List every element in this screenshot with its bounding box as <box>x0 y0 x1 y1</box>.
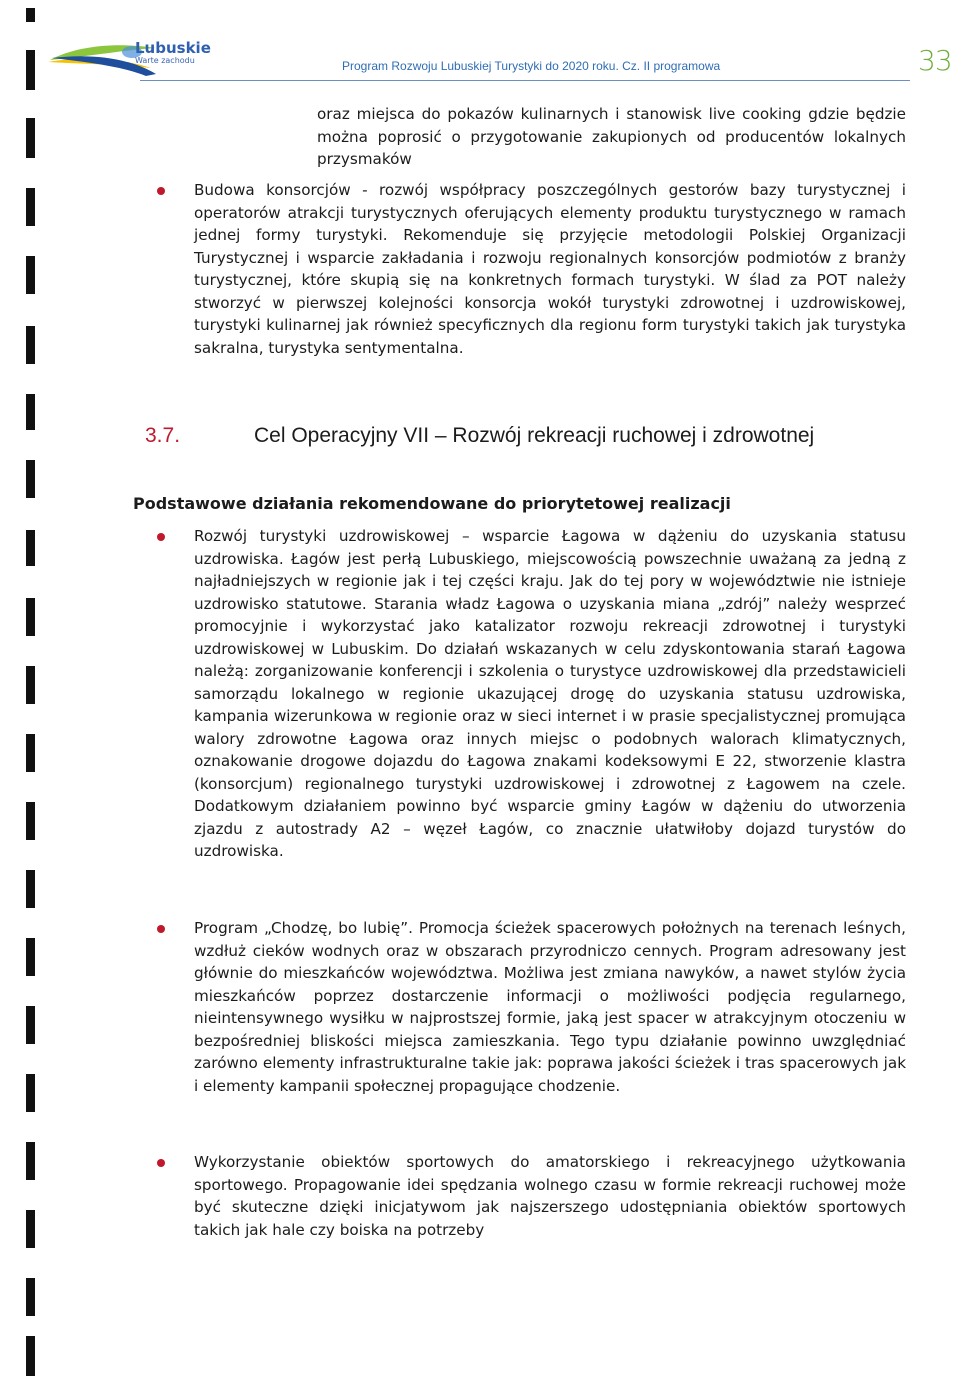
sports-facilities-bullet-text: Wykorzystanie obiektów sportowych do amatorskiego i rekreacyjnego użytkowania sportowego. Propagowanie idei spędzania wolnego czasu w formie rekreacji ruchowej może być skuteczne dzięki inicjatywom jak najszerszego udostępniania obiektów sportowych takich jak hale czy boiska na potrzeby <box>194 1153 906 1239</box>
logo-tagline: Warte zachodu <box>135 56 195 65</box>
running-header: Program Rozwoju Lubuskiej Turystyki do 2020 roku. Cz. II programowa <box>342 59 721 73</box>
logo-text <box>135 41 211 65</box>
section-number: 3.7. <box>145 424 181 447</box>
header-divider <box>140 80 910 81</box>
bullet-marker <box>157 1159 165 1167</box>
logo-name: Lubuskie <box>135 39 211 57</box>
intro-continuation: oraz miejsca do pokazów kulinarnych i stanowisk live cooking gdzie będzie można poprosić o przygotowanie zakupionych od producentów lokalnych przysmaków <box>317 105 906 168</box>
bullet-marker <box>157 533 165 541</box>
bullet-marker <box>157 925 165 933</box>
section-title: Cel Operacyjny VII – Rozwój rekreacji ruchowej i zdrowotnej <box>254 424 815 447</box>
spa-tourism-bullet-text: Rozwój turystyki uzdrowiskowej – wsparcie Łagowa w dążeniu do uzyskania statusu uzdrowiska. Łagów jest perłą Lubuskiego, miejscowością powszechnie uważaną za jedną z najładniejszych w regionie jak i tej części kraju. Jak do tej pory w województwie nie istnieje uzdrowisko statutowe. Starania władz Łagowa o uzyskania miana „zdrój” należy wesprzeć promocyjnie i wykorzystać jako katalizator rozwoju rekreacji zdrowotnej i turystyki uzdrowiskowej w Lubuskim. Do działań wskazanych w celu zdyskontowania starań Łagowa należą: zorganizowanie konferencji i szkolenia o turystyce uzdrowiskowej dla przedstawicieli samorządu lokalnego w regionie ukazującej drogę do uzyskania statusu uzdrowiska, kampania wizerunkowa w regionie oraz w sieci internet i w prasie specjalistycznej promująca walory zdrowotne Łagowa oraz innych miejsc o podobnych walorach klimatycznych, oznakowanie drogowe dojazdu do Łagowa znakami kodeksowymi E 22, stworzenie klastra (konsorcjum) regionalnego turystyki uzdrowiskowej i zdrowotnej z Łagowem na czele. Dodatkowym działaniem powinno być wsparcie gminy Łagów w dążeniu do utworzenia zjazdu z autostrady A2 – węzeł Łagów, co znacznie ułatwiłoby dojazd turystów do uzdrowiska. <box>194 527 906 860</box>
subheading: Podstawowe działania rekomendowane do priorytetowej realizacji <box>133 494 731 513</box>
scan-binding-marks <box>0 0 40 1383</box>
walking-program-bullet-text: Program „Chodzę, bo lubię”. Promocja ścieżek spacerowych położnych na terenach leśnych, wzdłuż cieków wodnych oraz w obszarach przyrodniczo cennych. Program adresowany jest głównie do mieszkańców województwa. Możliwa jest zmiana nawyków, a nawet stylów życia mieszkańców poprzez dostarczenie informacji o możliwości podjęcia regularnego, nieintensywnego wysiłku w najprostszej formie, jaką jest spacer w atrakcyjnym otoczeniu w bezpośredniej bliskości miejsca zamieszkania. Tego typu działanie powinno uwzględniać zarówno elementy infrastrukturalne takie jak: poprawa jakości ścieżek i tras spacerowych jak i elementy kampanii społecznej propagujące chodzenie. <box>194 919 906 1095</box>
bullet-marker <box>157 187 165 195</box>
page-number: 33 <box>918 44 952 77</box>
consortium-bullet-text: Budowa konsorcjów - rozwój współpracy poszczególnych gestorów bazy turystycznej i operatorów atrakcji turystycznych oferujących elementy produktu turystycznego w ramach jednej formy turystyki. Rekomenduje się przyjęcie metodologii Polskiej Organizacji Turystycznej i wsparcie zakładania i rozwoju regionalnych konsorcjów podmiotów z branży turystycznej, które skupią się na konkretnych formach turystyki. W ślad za POT należy stworzyć w pierwszej kolejności konsorcja wokół turystyki zdrowotnej i uzdrowiskowej, turystyki kulinarnej jak również specyficznych dla regionu form turystyki takich jak turystyka sakralna, turystyka sentymentalna. <box>194 181 906 357</box>
